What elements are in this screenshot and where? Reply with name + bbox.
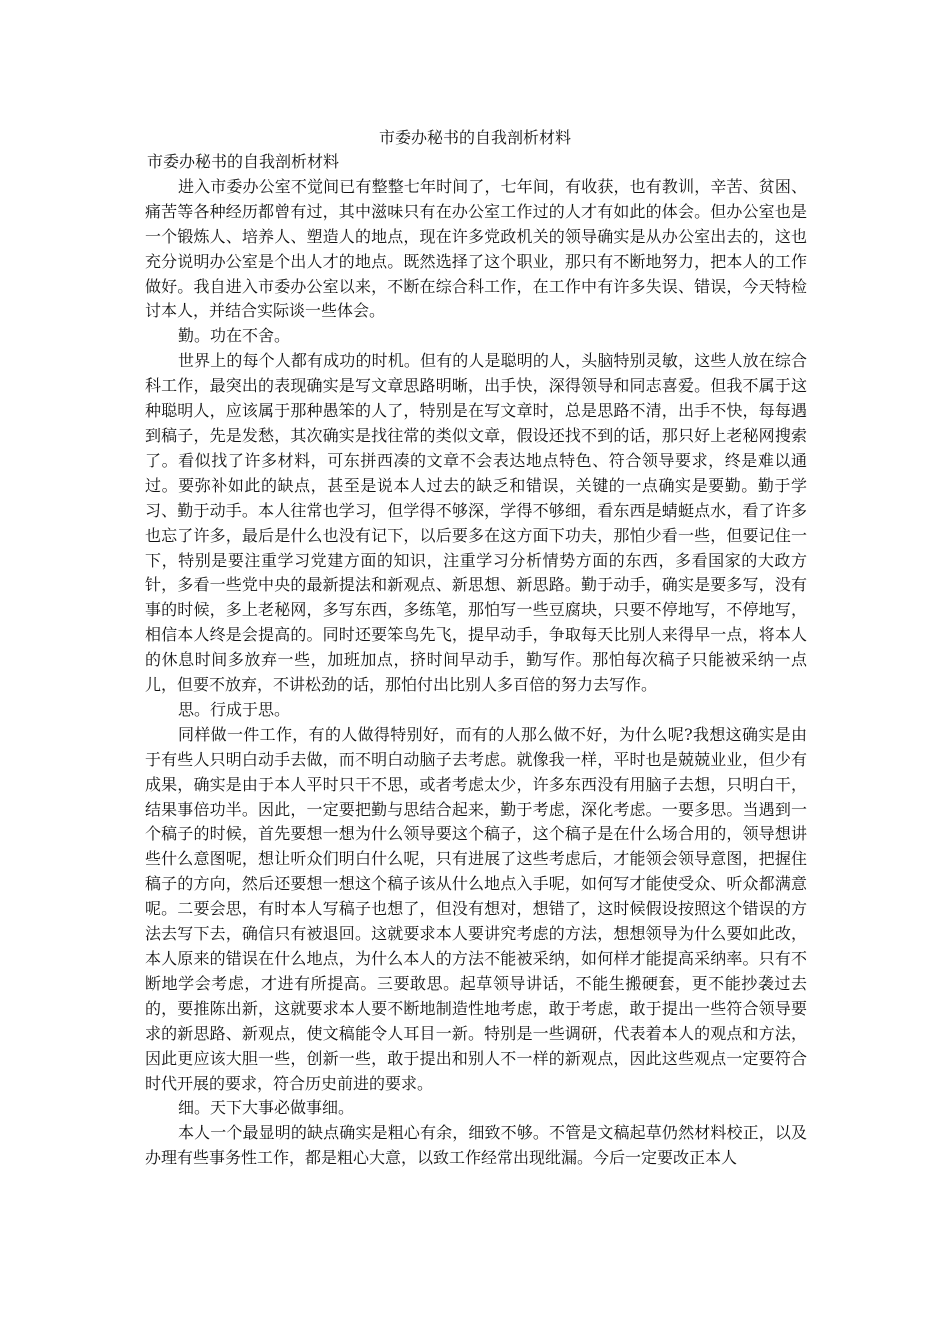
section-heading-detail: 细。天下大事必做事细。 xyxy=(178,1098,355,1118)
section-heading-diligence: 勤。功在不舍。 xyxy=(178,326,291,346)
document-subtitle: 市委办秘书的自我剖析材料 xyxy=(147,152,340,171)
paragraph-detail: 本人一个最显明的缺点确实是粗心有余，细致不够。不管是文稿起草仍然材料校正，以及办理有些事务性工作，都是粗心大意，以致工作经常出现纰漏。今后一定要改正本人 xyxy=(145,1123,807,1168)
document-title: 市委办秘书的自我剖析材料 xyxy=(378,128,571,147)
document-body xyxy=(145,150,807,1171)
section-heading-thinking: 思。行成于思。 xyxy=(178,699,291,719)
paragraph-thinking: 同样做一件工作，有的人做得特别好，而有的人那么做不好，为什么呢?我想这确实是由于有些人只明白动手去做，而不明白动脑子去考虑。就像我一样，平时也是兢兢业业，但少有成果，确实是由于本人平时只干不思，或者考虑太少，许多东西没有用脑子去想，只明白干，结果事倍功半。因此，一定要把勤与思结合起来，勤于考虑，深化考虑。一要多思。当遇到一个稿子的时候，首先要想一想为什么领导要这个稿子，这个稿子是在什么场合用的，领导想讲些什么意图呢，想让听众们明白什么呢，只有进展了这些考虑后，才能领会领导意图，把握住稿子的方向，然后还要想一想这个稿子该从什么地点入手呢，如何写才能使受众、听众都满意呢。二要会思，有时本人写稿子也想了，但没有想对，想错了，这时候假设按照这个错误的方法去写下去，确信只有被退回。这就要求本人要讲究考虑的方法，想想领导为什么要如此改，本人原来的错误在什么地点，为什么本人的方法不能被采纳，如何样才能提高采纳率。只有不断地学会考虑，才进有所提高。三要敢思。起草领导讲话，不能生搬硬套，更不能抄袭过去的，要推陈出新，这就要求本人要不断地制造性地考虑，敢于考虑，敢于提出一些符合领导要求的新思路、新观点，使文稿能令人耳目一新。特别是一些调研，代表着本人的观点和方法，因此更应该大胆一些，创新一些，敢于提出和别人不一样的新观点，因此这些观点一定要符合时代开展的要求，符合历史前进的要求。 xyxy=(145,724,807,1093)
paragraph-diligence: 世界上的每个人都有成功的时机。但有的人是聪明的人，头脑特别灵敏，这些人放在综合科工作，最突出的表现确实是写文章思路明晰，出手快，深得领导和同志喜爱。但我不属于这种聪明人，应该属于那种愚笨的人了，特别是在写文章时，总是思路不清，出手不快，每每遇到稿子，先是发愁，其次确实是找往常的类似文章，假设还找不到的话，那只好上老秘网搜索了。看似找了许多材料，可东拼西凑的文章不会表达地点特色、符合领导要求，终是难以通过。要弥补如此的缺点，甚至是说本人过去的缺乏和错误，关键的一点确实是要勤。勤于学习、勤于动手。本人往常也学习，但学得不够深，学得不够细，看东西是蜻蜓点水，看了许多也忘了许多，最后是什么也没有记下，以后要多在这方面下功夫，那怕少看一些，但要记住一下，特别是要注重学习党建方面的知识，注重学习分析情势方面的东西，多看国家的大政方针，多看一些党中央的最新提法和新观点、新思想、新思路。勤于动手，确实是要多写，没有事的时候，多上老秘网，多写东西，多练笔，那怕写一些豆腐块，只要不停地写，不停地写，相信本人终是会提高的。同时还要笨鸟先飞，提早动手，争取每天比别人来得早一点，将本人的休息时间多放弃一些，加班加点，挤时间早动手，勤写作。那怕每次稿子只能被采纳一点儿，但要不放弃，不讲松劲的话，那怕付出比别人多百倍的努力去写作。 xyxy=(145,351,807,695)
paragraph-intro: 进入市委办公室不觉间已有整整七年时间了，七年间，有收获，也有教训，辛苦、贫困、痛苦等各种经历都曾有过，其中滋味只有在办公室工作过的人才有如此的体会。但办公室也是一个锻炼人、培养人、塑造人的地点，现在许多党政机关的领导确实是从办公室出去的，这也充分说明办公室是个出人才的地点。既然选择了这个职业，那只有不断地努力，把本人的工作做好。我自进入市委办公室以来，不断在综合科工作，在工作中有许多失误、错误，今天特检讨本人，并结合实际谈一些体会。 xyxy=(145,176,807,321)
